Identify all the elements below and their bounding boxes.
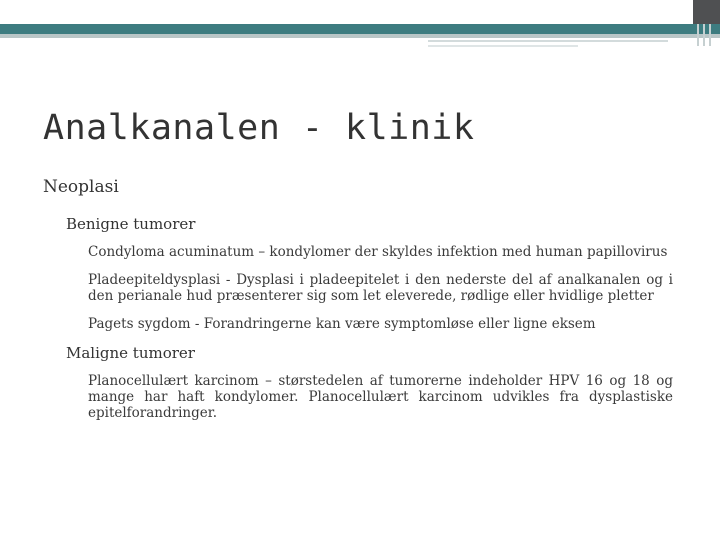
header-corner-block xyxy=(693,0,720,24)
header-decor-line xyxy=(428,40,668,42)
list-item: Planocellulært karcinom – størstedelen af tumorerne indeholder HPV 16 og 18 og mange har haft kondylomer. Planocellulært karcinom udvikles fra dysplastiske epitelforandringer. xyxy=(88,373,673,421)
header-accent-band xyxy=(0,24,720,34)
section-heading-malignant: Maligne tumorer xyxy=(66,344,195,362)
header-secondary-band xyxy=(0,34,720,38)
list-item: Condyloma acuminatum – kondylomer der skyldes infektion med human papillovirus xyxy=(88,244,668,260)
header-decor-rule xyxy=(703,24,705,46)
header-decor-line xyxy=(428,45,578,47)
list-item: Pagets sygdom - Forandringerne kan være symptomløse eller ligne eksem xyxy=(88,316,596,332)
section-heading-benign: Benigne tumorer xyxy=(66,215,196,233)
slide-title: Analkanalen - klinik xyxy=(43,108,475,148)
header-strip xyxy=(0,0,720,24)
header-decor-rule xyxy=(697,24,699,46)
list-item: Pladeepiteldysplasi - Dysplasi i pladeepitelet i den nederste del af analkanalen og i den perianale hud præsenterer sig som let eleverede, rødlige eller hvidlige pletter xyxy=(88,272,673,304)
slide-body xyxy=(43,176,673,433)
header-decor-rule xyxy=(709,24,711,46)
topic-heading: Neoplasi xyxy=(43,177,119,197)
